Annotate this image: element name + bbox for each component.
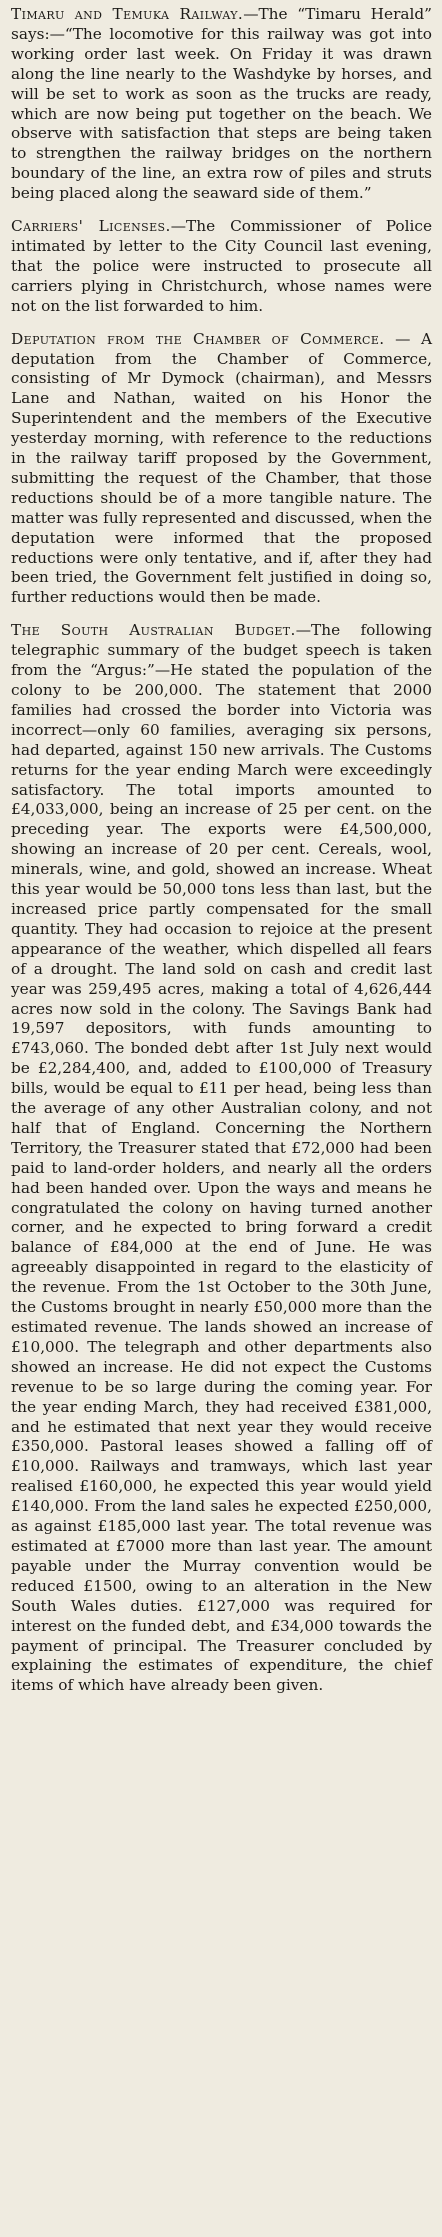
- article-heading: The South Australian Budget.: [11, 621, 296, 640]
- article-heading: Deputation from the Chamber of Commerce.: [11, 329, 385, 348]
- article-chamber-deputation: [11, 330, 432, 609]
- article-south-australian-budget: [11, 621, 432, 1696]
- article-carriers-licenses: [11, 217, 432, 317]
- article-heading: Carriers' Licenses.: [11, 217, 171, 236]
- article-timaru-railway: [11, 5, 432, 204]
- article-body: —The Commissioner of Police intimated by letter to the City Council last evening, that the police were instructed to prosecute all carriers plying in Christchurch, whose names were not on the list forwarded to him.: [11, 217, 432, 315]
- article-body: —The following telegraphic summary of the budget speech is taken from the “Argus:”—He stated the population of the colony to be 200,000. The statement that 2000 families had crossed the border into Victoria was incorrect—only 60 families, averaging six persons, had departed, against 150 new arrivals. The Customs returns for the year ending March were exceedingly satisfactory. The total imports amounted to £4,033,000, being an increase of 25 per cent. on the preceding year. The exports were £4,500,000, showing an increase of 20 per cent. Cereals, wool, minerals, wine, and gold, showed an increase. Wheat this year would be 50,000 tons less than last, but the increased price partly compensated for the small quantity. They had occasion to rejoice at the present appearance of the weather, which dispelled all fears of a drought. The land sold on cash and credit last year was 259,495 acres, making a total of 4,626,444 acres now sold in the colony. The Savings Bank had 19,597 depositors, with funds amounting to £743,060. The bonded debt after 1st July next would be £2,284,400, and, added to £100,000 of Treasury bills, would be equal to £11 per head, being less than the average of any other Australian colony, and not half that of England. Concerning the Northern Territory, the Treasurer stated that £72,000 had been paid to land-order holders, and nearly all the orders had been handed over. Upon the ways and means he congratulated the colony on having turned another corner, and he expected to bring forward a credit balance of £84,000 at the end of June. He was agreeably disappointed in regard to the elasticity of the revenue. From the 1st October to the 30th June, the Customs brought in nearly £50,000 more than the estimated revenue. The lands showed an increase of £10,000. The telegraph and other departments also showed an increase. He did not expect the Customs revenue to be so large during the coming year. For the year ending March, they had received £381,000, and he estimated that next year they would receive £350,000. Pastoral leases showed a falling off of £10,000. Railways and tramways, which last year realised £160,000, he expected this year would yield £140,000. From the land sales he expected £250,000, as against £185,000 last year. The total revenue was estimated at £7000 more than last year. The amount payable under the Murray convention would be reduced £1500, owing to an alteration in the New South Wales duties. £127,000 was required for interest on the funded debt, and £34,000 towards the payment of principal. The Treasurer concluded by explaining the estimates of expenditure, the chief items of which have already been given.: [11, 621, 432, 1695]
- article-body: —The “Timaru Herald” says:—“The locomotive for this railway was got into working order last week. On Friday it was drawn along the line nearly to the Washdyke by horses, and will be set to work as soon as the trucks are ready, which are now being put together on the beach. We observe with satisfaction that steps are being taken to strengthen the railway bridges on the northern boundary of the line, an extra row of piles and struts being placed along the seaward side of them.”: [11, 5, 433, 203]
- article-body: — A deputation from the Chamber of Commerce, consisting of Mr Dymock (chairman), and Messrs Lane and Nathan, waited on his Honor the Superintendent and the members of the Executive yesterday morning, with reference to the reductions in the railway tariff proposed by the Government, submitting the request of the Chamber, that those reductions should be of a more tangible nature. The matter was fully represented and discussed, when the deputation were informed that the proposed reductions were only tentative, and if, after they had been tried, the Government felt justified in doing so, further reductions would then be made.: [11, 329, 433, 607]
- article-heading: Timaru and Temuka Railway.: [11, 5, 244, 23]
